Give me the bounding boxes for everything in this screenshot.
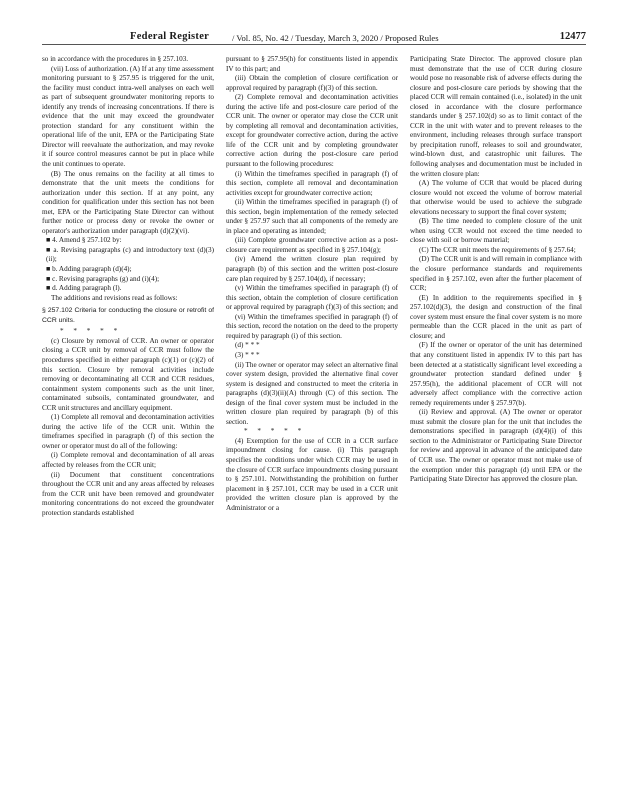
paragraph: (F) If the owner or operator of the unit has determined that any constituent listed in appendix IV to this part has been detected at a statistically significant level exceeding a groundwater protection standard defined under § 257.95(h), the additional placement of CCR will not adversely affect compliance with the corrective action remedy requirements under § 257.97(b). [410, 341, 582, 407]
paragraph: (ii) Review and approval. (A) The owner or operator must submit the closure plan for the unit that includes the demonstrations specified in paragraph (d)(4)(i) of this section to the Administrator or Participating State Director for review and approval in advance of the anticipated date of CCR use. The owner or operator must not make use of the exemption under this paragraph (d) until EPA or the Participating State Director has approved the closure plan. [410, 408, 582, 484]
paragraph: (4) Exemption for the use of CCR in a CCR surface impoundment closing for cause. (i) This paragraph specifies the conditions under which CCR may be used in the closure of CCR surface impoundments closing pursuant to § 257.101. Notwithstanding the prohibition on further placement in § 257.101, CCR may be used in a CCR unit provided the written closure plan is approved by the Administrator or a [226, 436, 398, 512]
paragraph: (A) The volume of CCR that would be placed during closure would not exceed the volume of borrow material that otherwise would be used to achieve the subgrade elevations necessary to support the final cover system; [410, 179, 582, 216]
paragraph: (vii) Loss of authorization. (A) If at any time assessment monitoring pursuant to § 257.95 is triggered for the unit, the facility must conduct intra-well analyses on each well as part of subsequent groundwater monitoring reports to identify any trends of increasing concentrations. If there is evidence that the unit may exceed the groundwater protection standard for any constituent within the operational life of the unit, EPA or the Participating State Director will reevaluate the authorization, and may revoke it if source control measures cannot be put in place while the unit continues to operate. [42, 64, 214, 169]
paragraph: ■ d. Adding paragraph (l). [46, 284, 122, 293]
paragraph: (ii) The owner or operator may select an alternative final cover system design, provided the alternative final cover system is designed and constructed to meet the criteria in paragraphs (d)(3)(ii)(A) through (C) of this section. The design of the final cover system must be included in the written closure plan required by paragraph (b) of this section. [226, 360, 398, 426]
paragraph: The additions and revisions read as follows: [51, 293, 178, 302]
paragraph: (vi) Within the timeframes specified in paragraph (f) of this section, record the notation on the deed to the property required by paragraph (i) of this section. [226, 312, 398, 340]
paragraph: (d) * * * [235, 341, 260, 350]
paragraph: (ii) Document that constituent concentrations throughout the CCR unit and any areas affected by releases from the CCR unit have been removed and groundwater monitoring concentrations do not exceed the groundwater protection standards established [42, 470, 214, 517]
paragraph: * * * * * [244, 427, 306, 436]
paragraph: (iii) Complete groundwater corrective action as a post-closure care requirement as specified in § 257.104(g); [226, 236, 398, 254]
paragraph: (i) Complete removal and decontamination of all areas affected by releases from the CCR unit; [42, 451, 214, 469]
paragraph: ■ 4. Amend § 257.102 by: [46, 236, 122, 245]
paragraph: Participating State Director. The approved closure plan must demonstrate that the use of CCR during closure would pose no reasonable risk of adverse effects during the closure and post-closure care periods by showing that the placed CCR will remain contained (i.e., isolated) in the unit closed in accordance with the closure performance standards under § 257.102(d) so as to limit contact of the CCR in the unit with water and to prevent releases to the environment, including releases through surface transport by precipitation runoff, releases to soil and groundwater, wind-blown dust, and catastrophic unit failures. The following analyses and documentation must be included in the written closure plan: [410, 55, 582, 178]
text-column-3 [410, 55, 582, 790]
paragraph: (E) In addition to the requirements specified in § 257.102(d)(3), the design and construction of the final cover system must ensure the final cover system is no more permeable than the CCR placed in the unit as part of closure; and [410, 293, 582, 340]
paragraph: ■ a. Revising paragraphs (c) and introductory text (d)(3)(ii); [46, 245, 214, 264]
paragraph: (v) Within the timeframes specified in paragraph (f) of this section, obtain the completion of closure certification or approval required by paragraph (f)(3) of this section; and [226, 284, 398, 312]
paragraph: (B) The time needed to complete closure of the unit when using CCR would not exceed the time needed to close with soil or borrow material; [410, 217, 582, 245]
page-header [42, 28, 586, 45]
paragraph: (c) Closure by removal of CCR. An owner or operator closing a CCR unit by removal of CCR must follow the procedures specified in either paragraph (c)(1) or (c)(2) of this section. Closure by removal activities include removing or decontaminating all CCR and CCR residues, containment system components such as the unit liner, contaminated subsoils, contaminated groundwater, and CCR unit structures and ancillary equipment. [42, 336, 214, 412]
paragraph: (D) The CCR unit is and will remain in compliance with the closure performance standards and requirements specified in § 257.102, even after the further placement of CCR; [410, 255, 582, 293]
paragraph: (i) Within the timeframes specified in paragraph (f) of this section, complete all removal and decontamination activities except for groundwater corrective action; [226, 169, 398, 197]
paragraph: (ii) Within the timeframes specified in paragraph (f) of this section, begin implementation of the remedy selected under § 257.97 such that all components of the remedy are in place and operating as intended; [226, 198, 398, 235]
paragraph: (B) The onus remains on the facility at all times to demonstrate that the unit meets the conditions for authorization under this section. If at any point, any condition for qualification under this section has not been met, EPA or the Participating State Director can without further notice or process deny or revoke the owner or operator's authorization under paragraph (d)(2)(vi). [42, 169, 214, 235]
paragraph: * * * * * [60, 327, 122, 336]
paragraph: (C) The CCR unit meets the requirements of § 257.64; [419, 245, 576, 254]
paragraph: (1) Complete all removal and decontamination activities during the active life of the CCR unit. Within the timeframes specified in paragraph (f) of this section the owner or operator must do all of the following: [42, 413, 214, 450]
paragraph: (iv) Amend the written closure plan required by paragraph (b) of this section and the written post-closure care plan required by § 257.104(d), if necessary; [226, 255, 398, 283]
paragraph: (iii) Obtain the completion of closure certification or approval required by paragraph (f)(3) of this section. [226, 74, 398, 92]
text-column-2 [226, 55, 398, 790]
paragraph: (2) Complete removal and decontamination activities during the active life and post-closure care period of the CCR unit. The owner or operator may close the CCR unit by completing all removal and decontamination activities, except for groundwater corrective action, during the active life of the CCR unit and by completing groundwater corrective action during the post-closure care period pursuant to the following procedures: [226, 93, 398, 169]
section-heading: § 257.102 Criteria for conducting the closure or retrofit of CCR units. [42, 307, 214, 324]
text-column-1 [42, 55, 214, 790]
issue-info: / Vol. 85, No. 42 / Tuesday, March 3, 2020 / Proposed Rules [232, 33, 439, 43]
paragraph: ■ b. Adding paragraph (d)(4); [46, 265, 132, 274]
paragraph: ■ c. Revising paragraphs (g) and (i)(4); [46, 274, 160, 283]
journal-title: Federal Register [130, 31, 210, 42]
paragraph: pursuant to § 257.95(h) for constituents listed in appendix IV to this part; and [226, 55, 398, 73]
paragraph: (3) * * * [235, 350, 260, 359]
page-number: 12477 [559, 31, 586, 42]
paragraph: so in accordance with the procedures in § 257.103. [42, 55, 189, 63]
